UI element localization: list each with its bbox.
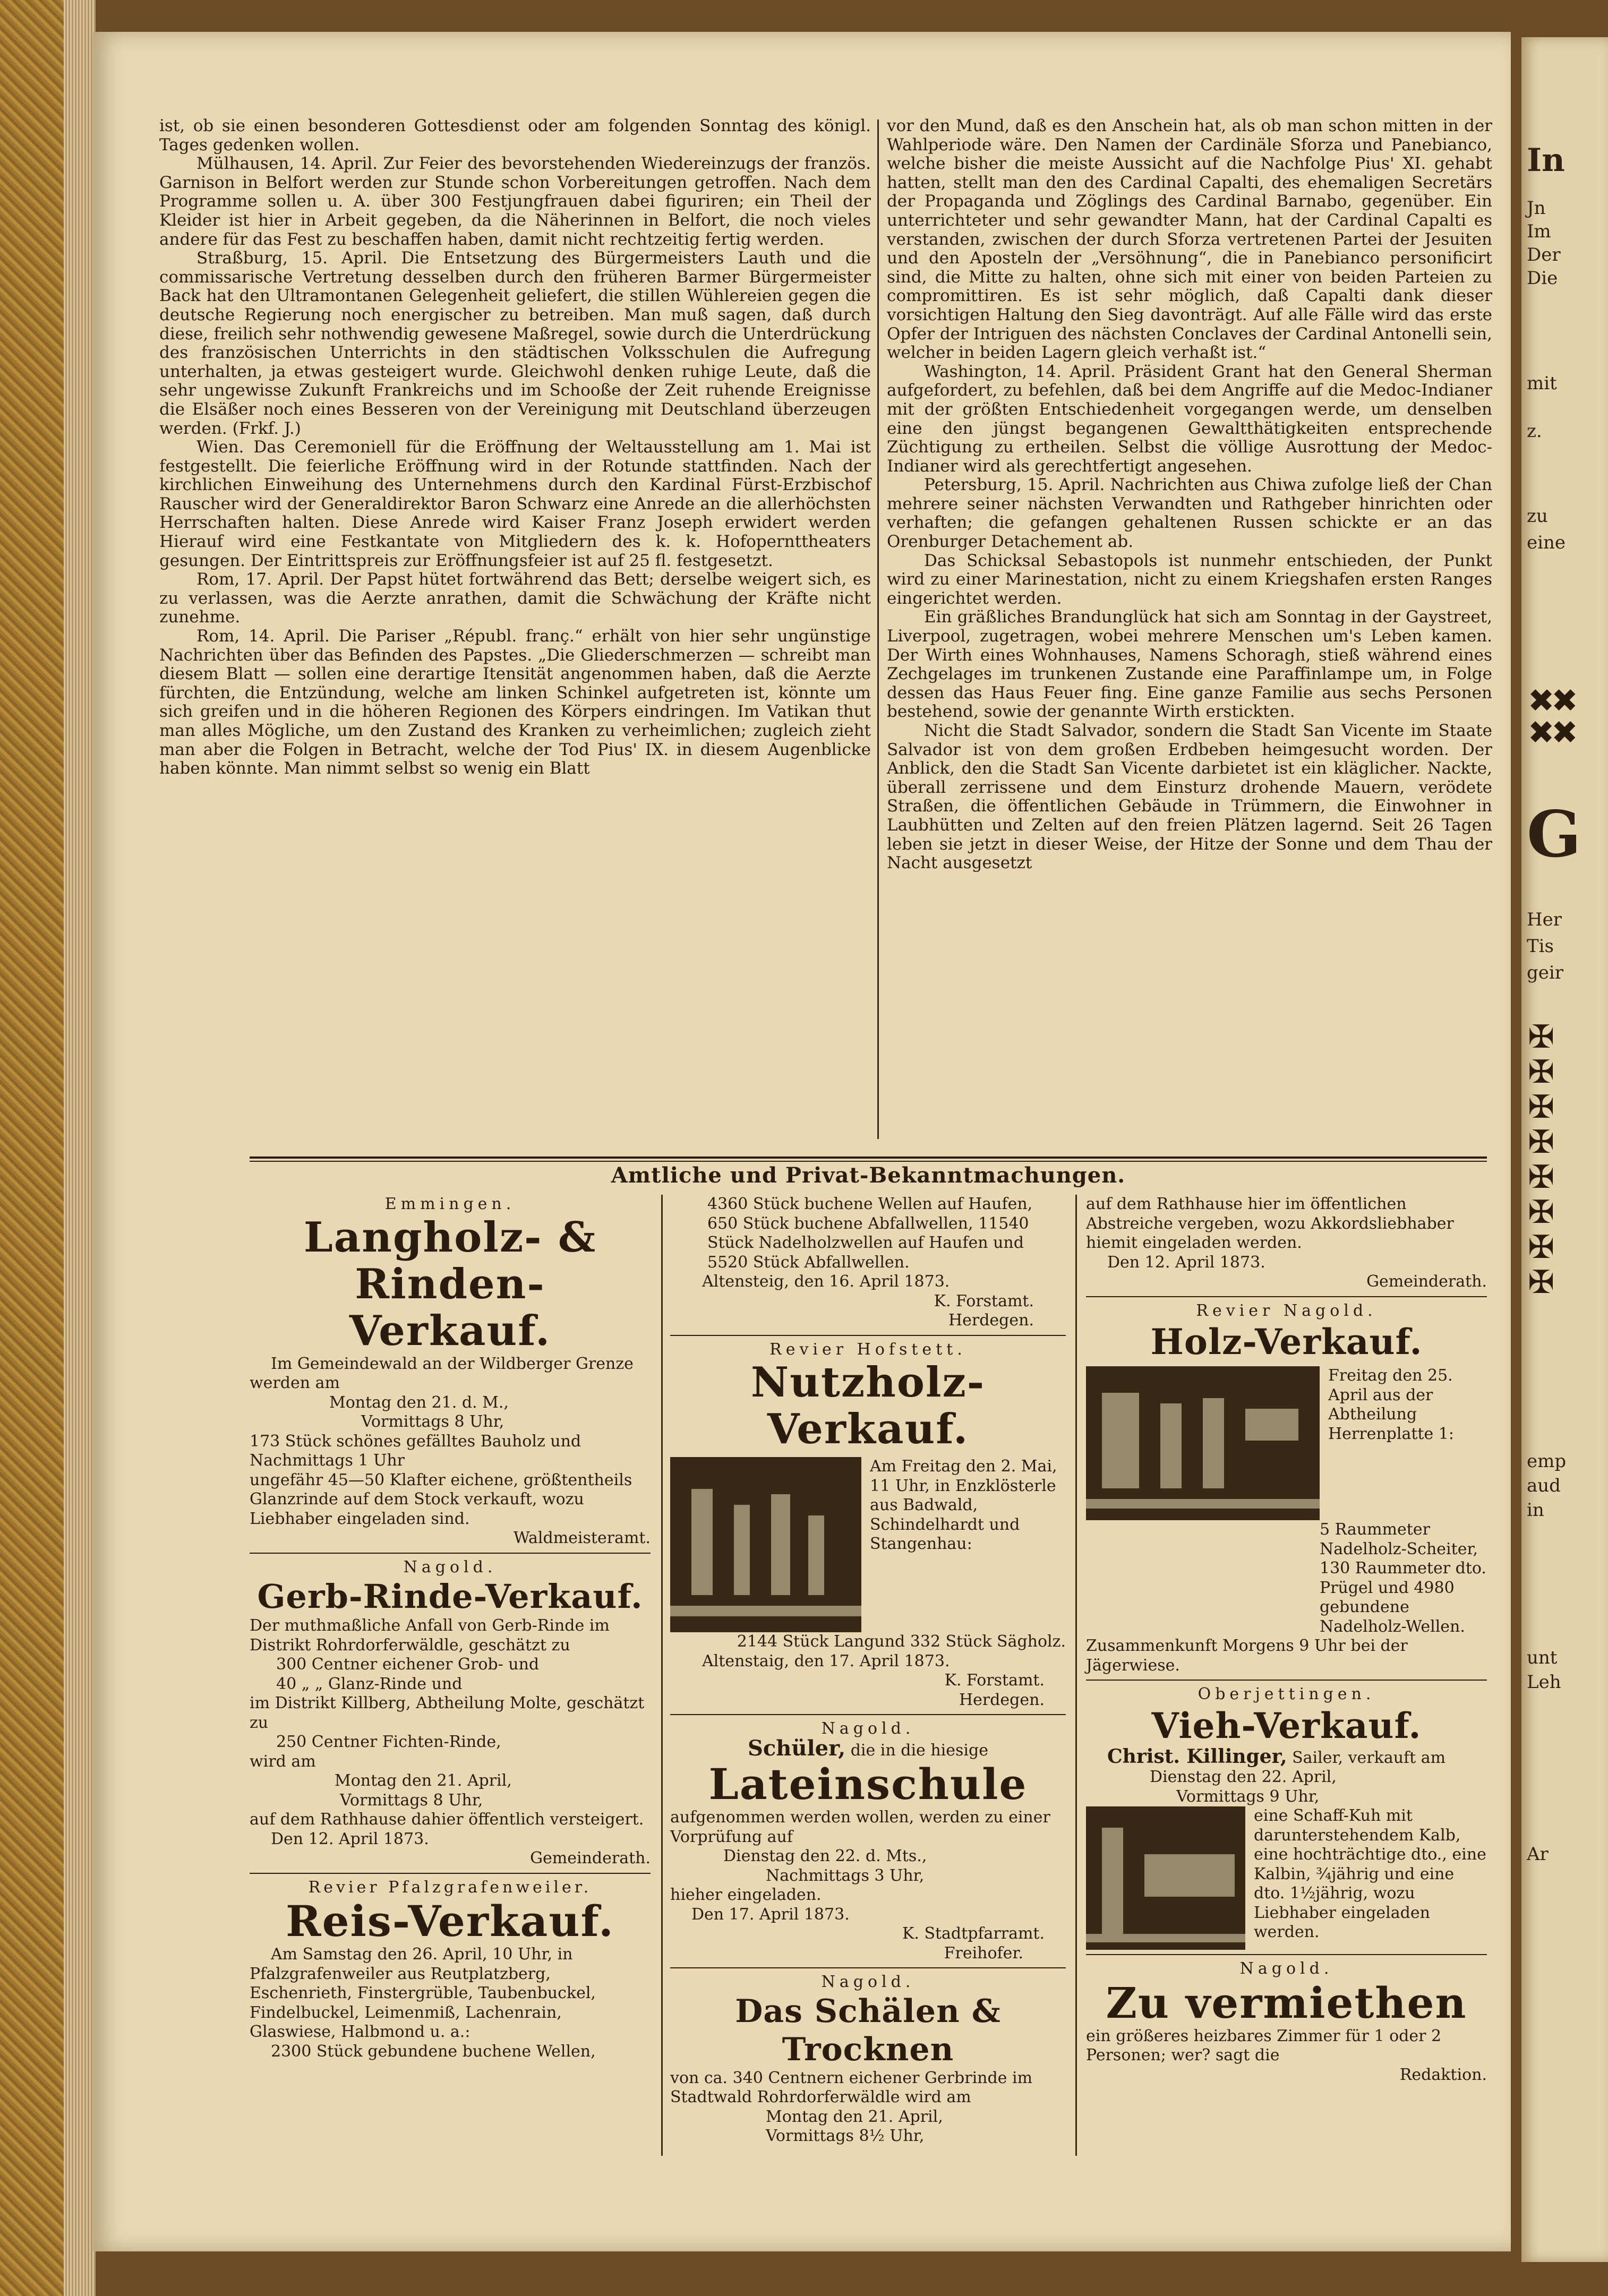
ad-text: ein größeres heizbares Zimmer für 1 oder 2 Personen; wer? sagt die bbox=[1086, 2026, 1442, 2064]
ad-vieh-verkauf bbox=[1086, 1685, 1487, 1950]
ad-separator bbox=[1086, 1296, 1487, 1297]
ad-place: Revier Hofstett. bbox=[769, 1340, 966, 1359]
next-page-initial: G bbox=[1527, 797, 1581, 872]
woodcut-illustration bbox=[1086, 1366, 1320, 1520]
ad-place: Oberjettingen. bbox=[1198, 1685, 1375, 1703]
ad-signature: Redaktion. bbox=[1399, 2065, 1487, 2084]
ad-text: 300 Centner eichener Grob- und bbox=[276, 1655, 540, 1674]
ad-text: Der muthmaßliche Anfall von Gerb-Rinde im Distrikt Rohrdorferwäldle, geschätzt zu bbox=[250, 1616, 610, 1655]
ad-text: Am Samstag den 26. April, 10 Uhr, in Pfalzgrafenweiler aus Reutplatzberg, Eschenrieth, Finstergrüble, Taubenbuckel, Findelbuckel, Leimenmiß, Lachenrain, Glaswiese, Halbmond u. a.: bbox=[250, 1945, 596, 2041]
ad-nutzholz bbox=[670, 1340, 1066, 1710]
ad-text: Vormittags 8 Uhr, bbox=[340, 1790, 483, 1810]
ad-text: Im Gemeindewald an der Wildberger Grenze werden am bbox=[250, 1354, 634, 1392]
ad-title: Langholz- & Rinden- bbox=[303, 1213, 597, 1308]
ad-text: hieher eingeladen. bbox=[670, 1886, 822, 1904]
news-paragraph: Washington, 14. April. Präsident Grant hat den General Sherman aufgefordert, zu befehlen, daß bei dem Angriffe auf die Medoc-Indianer mit der größten Entschiedenheit vorgegangen werde, um denselben eine den jüngst begangenen Gewaltthätigkeiten entsprechende Züchtigung zu ertheilen. Selbst die völlige Ausrottung der Medoc-Indianer wird als gerechtfertigt angesehen. bbox=[887, 362, 1492, 476]
ad-place: Nagold. bbox=[821, 1719, 915, 1738]
news-paragraph: Straßburg, 15. April. Die Entsetzung des Bürgermeisters Lauth und die commissarische Vertretung desselben durch den früheren Barmer Bürgermeister Back hat den Ultramontanen Gelegenheit geliefert, die stillen Wühlereien gegen die deutsche Regierung noch energischer zu betreiben. Man muß sagen, daß durch diese, freilich sehr nothwendig gewesene Maßregel, sowie durch die Unterdrückung des französischen Unterrichts in den städtischen Volksschulen die Aufregung unterhalten, ja etwas gesteigert wurde. Gleichwohl denken ruhige Leute, daß die sehr ungewisse Zukunft Frankreichs und im Schooße der Zeit ruhende Ereignisse die Elsäßer noch eines Besseren von der Vereinigung mit Deutschland überzeugen werden. (Frkf. J.) bbox=[159, 249, 871, 438]
ad-title: Reis-Verkauf. bbox=[286, 1896, 614, 1946]
ad-signature: Herdegen. bbox=[959, 1690, 1045, 1709]
ad-separator bbox=[1086, 1954, 1487, 1955]
ad-text: 4360 Stück buchene Wellen auf Haufen, 650 Stück buchene Abfallwellen, 11540 Stück Nadelholzwellen auf Haufen und 5520 Stück Abfallwellen. bbox=[707, 1195, 1033, 1272]
ad-signature: Waldmeisteramt. bbox=[513, 1529, 651, 1547]
ad-text: 5 Raummeter Nadelholz-Scheiter, 130 Raummeter dto. Prügel und 4980 gebundene Nadelholz-Wellen. bbox=[1320, 1520, 1486, 1636]
next-page-fragment: aud bbox=[1527, 1475, 1561, 1496]
ad-title: Gerb-Rinde-Verkauf. bbox=[257, 1577, 643, 1616]
ad-title: Holz-Verkauf. bbox=[1150, 1321, 1423, 1363]
next-page-fragment: emp bbox=[1527, 1451, 1567, 1472]
next-page-fragment: mit bbox=[1527, 373, 1557, 394]
next-page-fragment: z. bbox=[1527, 421, 1542, 442]
ad-text: Vormittags 8½ Uhr, bbox=[766, 2127, 925, 2145]
ad-title: Vieh-Verkauf. bbox=[1151, 1704, 1422, 1746]
ad-separator bbox=[250, 1873, 651, 1874]
ad-separator bbox=[1086, 1680, 1487, 1681]
ad-signature: Freihofer. bbox=[944, 1943, 1023, 1963]
next-page-fragment: Ar bbox=[1527, 1844, 1549, 1865]
ad-title: Zu vermiethen bbox=[1106, 1977, 1467, 2028]
ad-text: Vormittags 8 Uhr, bbox=[361, 1412, 504, 1431]
ad-gerb-rinde bbox=[250, 1558, 651, 1869]
ad-text: aufgenommen werden wollen, werden zu einer Vorprüfung auf bbox=[670, 1808, 1050, 1846]
news-paragraph: vor den Mund, daß es den Anschein hat, als ob man schon mitten in der Wahlperiode wäre. Den Namen der Cardinäle Sforza und Panebianco, welche bisher die meiste Aussicht auf die Nachfolge Pius' XI. gehabt hatten, stellt man den des Cardinal Capalti, des ehemaligen Secretärs der Propaganda und Zöglings des Cardinal Barnabo, gegenüber. Ein unterrichteter und sehr gewandter Mann, hat der Cardinal Capalti es verstanden, zwischen der durch Sforza vertretenen Partei der Jesuiten und den Aposteln der „Versöhnung“, die in Panebianco personificirt sind, die Mitte zu halten, ohne sich mit einer von beiden Parteien zu compromittiren. Es ist sehr möglich, daß Capalti dank dieser vorsichtigen Haltung den Sieg davonträgt. Auf alle Fälle wird das erste Opfer der Intriguen des nächsten Conclaves der Cardinal Antonelli sein, welcher in beiden Lagern gleich verhaßt ist.“ bbox=[887, 116, 1492, 363]
ad-text: Sailer, verkauft am bbox=[1292, 1748, 1446, 1767]
ad-text: die in die hiesige bbox=[850, 1741, 988, 1760]
ad-text: von ca. 340 Centnern eichener Gerbrinde im Stadtwald Rohrdorferwäldle wird am bbox=[670, 2068, 1033, 2106]
woodcut-illustration bbox=[1086, 1806, 1245, 1950]
news-paragraph: Das Schicksal Sebastopols ist nunmehr entschieden, der Punkt wird zu einer Marinestation, nicht zu einem Kriegshafen ersten Ranges eingerichtet werden. bbox=[887, 551, 1492, 608]
ad-signature: K. Forstamt. bbox=[934, 1291, 1034, 1310]
news-paragraph: ist, ob sie einen besonderen Gottesdienst oder am folgenden Sonntag des königl. Tages gedenken wollen. bbox=[159, 116, 871, 155]
ad-text: Montag den 21. d. M., bbox=[329, 1393, 509, 1412]
ad-text: wird am bbox=[250, 1752, 316, 1771]
ads-column-1 bbox=[250, 1195, 651, 2061]
news-column-left bbox=[159, 117, 871, 778]
ad-schaelen bbox=[670, 1973, 1066, 2146]
ad-title: Lateinschule bbox=[708, 1759, 1028, 1809]
next-page-fragment: In bbox=[1527, 142, 1565, 179]
ad-separator bbox=[670, 1335, 1066, 1336]
ad-text: Freitag den 25. April aus der Abtheilung Herrenplatte 1: bbox=[1328, 1366, 1454, 1443]
ad-text: 250 Centner Fichten-Rinde, bbox=[276, 1733, 501, 1751]
ad-abstreich-continued bbox=[1086, 1195, 1487, 1292]
ornament-border: ✠ ✠ ✠ ✠ ✠ ✠ ✠ ✠ bbox=[1528, 1018, 1552, 1301]
ad-signature: Gemeinderath. bbox=[1366, 1272, 1487, 1291]
ad-signature: K. Stadtpfarramt. bbox=[902, 1924, 1045, 1943]
ad-text: 40 „ „ Glanz-Rinde und bbox=[276, 1674, 463, 1693]
next-page-fragment: zu bbox=[1527, 506, 1548, 527]
next-page-fragment: Im bbox=[1527, 221, 1551, 242]
column-divider bbox=[1075, 1195, 1077, 2156]
section-rule bbox=[250, 1156, 1487, 1159]
column-divider bbox=[661, 1195, 663, 2156]
ad-separator bbox=[250, 1553, 651, 1554]
announcements-heading: Amtliche und Privat-Bekanntmachungen. bbox=[611, 1163, 1126, 1188]
ad-text: Montag den 21. April, bbox=[766, 2107, 943, 2126]
next-page-fragment: unt bbox=[1527, 1647, 1558, 1668]
next-page-fragment: eine bbox=[1527, 532, 1566, 553]
ad-place: Revier Pfalzgrafenweiler. bbox=[308, 1878, 592, 1897]
next-page-fragment: Her bbox=[1527, 909, 1562, 930]
next-page-fragment: Jn bbox=[1527, 198, 1546, 219]
ad-signature: Herdegen. bbox=[948, 1311, 1034, 1330]
ad-place: Nagold. bbox=[821, 1973, 915, 1991]
ad-text: Vormittags 9 Uhr, bbox=[1176, 1787, 1320, 1806]
next-page-fragment: Leh bbox=[1527, 1672, 1561, 1693]
ad-separator bbox=[670, 1967, 1066, 1968]
adjacent-page bbox=[1521, 37, 1608, 2262]
ad-text: Zusammenkunft Morgens 9 Uhr bei der Jägerwiese. bbox=[1086, 1637, 1408, 1675]
next-page-fragment: Die bbox=[1527, 268, 1558, 289]
news-paragraph: Petersburg, 15. April. Nachrichten aus Chiwa zufolge ließ der Chan mehrere seiner nächsten Verwandten und Rathgeber hinrichten oder verhaften; die gefangen gehaltenen Russen schickte er an das Orenburger Detachement ab. bbox=[887, 475, 1492, 552]
news-paragraph: Rom, 14. April. Die Pariser „Républ. franç.“ erhält von hier sehr ungünstige Nachrichten über das Befinden des Papstes. „Die Gliederschmerzen — schreibt man diesem Blatt — sollen eine derartige Itensität angenommen haben, daß die Aerzte fürchten, die Entzündung, welche am linken Schinkel aufgetreten ist, könnte um sich greifen und in die höheren Regionen des Körpers eindringen. Im Vatikan thut man alles Mögliche, um den Zustand des Kranken zu verheimlichen; zugleich zieht man aber die Folgen in Betracht, welche der Tod Pius' IX. in diesem Augenblicke haben könnte. Man nimmt selbst so wenig ein Blatt bbox=[159, 627, 871, 778]
ad-text: auf dem Rathhause dahier öffentlich versteigert. bbox=[250, 1810, 644, 1829]
ad-title: Nutzholz-Verkauf. bbox=[750, 1358, 986, 1453]
ad-text: eine Schaff-Kuh mit darunterstehendem Kalb, eine hochträchtige dto., eine Kalbin, ¾jährig und eine dto. 1½jährig, wozu Liebhaber eingeladen werden. bbox=[1254, 1806, 1486, 1941]
ad-vermiethen bbox=[1086, 1959, 1487, 2085]
ornament-border: ✖✖ ✖✖ bbox=[1528, 682, 1575, 751]
next-page-fragment: Tis bbox=[1527, 936, 1554, 957]
news-paragraph: Nicht die Stadt Salvador, sondern die Stadt San Vicente im Staate Salvador ist von dem großen Erdbeben heimgesucht worden. Der Anblick, den die Stadt San Vicente darbietet ist ein kläglicher. Nackte, überall zerrissene und dem Einsturz drohende Mauern, verödete Straßen, die öffentlichen Gebäude in Trümmern, die Einwohner in Laubhütten und Zelten auf den freien Plätzen lagernd. Seit 26 Tagen leben sie jetzt in dieser Weise, der Hitze der Sonne und dem Thau der Nacht ausgesetzt bbox=[887, 721, 1492, 873]
ad-place: Revier Nagold. bbox=[1196, 1301, 1377, 1320]
ad-title: Verkauf. bbox=[349, 1306, 551, 1355]
ads-column-3 bbox=[1086, 1195, 1487, 2085]
ad-reis bbox=[250, 1878, 651, 2062]
ad-text: ungefähr 45—50 Klafter eichene, größtentheils Glanzrinde auf dem Stock verkauft, wozu Liebhaber eingeladen sind. bbox=[250, 1470, 632, 1528]
ad-place: Nagold. bbox=[1239, 1959, 1333, 1978]
news-paragraph: Rom, 17. April. Der Papst hütet fortwährend das Bett; derselbe weigert sich, es zu verlassen, was die Aerzte anrathen, damit die Schwächung der Kräfte nicht zunehme. bbox=[159, 570, 871, 627]
ad-text: 2144 Stück Langund 332 Stück Sägholz. bbox=[737, 1632, 1066, 1651]
ad-place: Nagold. bbox=[403, 1557, 497, 1577]
ad-date: Altenstaig, den 17. April 1873. bbox=[702, 1651, 950, 1670]
news-paragraph: Mülhausen, 14. April. Zur Feier des bevorstehenden Wiedereinzugs der französ. Garnison in Belfort werden zur Stunde schon Vorbereitungen getroffen. Nach dem Programme sollen u. A. über 300 Festjungfrauen dabei figuriren; ein Theil der Kleider ist hier in Arbeit gegeben, da die Näherinnen in Belfort, die noch vieles andere für das Fest zu beschaffen haben, damit nicht rechtzeitig fertig werden. bbox=[159, 154, 871, 249]
ad-text: im Distrikt Killberg, Abtheilung Molte, geschätzt zu bbox=[250, 1694, 645, 1732]
ad-text: Montag den 21. April, bbox=[335, 1771, 512, 1790]
ad-date: Altensteig, den 16. April 1873. bbox=[702, 1272, 950, 1291]
ad-text: Am Freitag den 2. Mai, 11 Uhr, in Enzklösterle aus Badwald, Schindelhardt und Stangenhau: bbox=[870, 1457, 1057, 1553]
page-edges bbox=[64, 0, 96, 2296]
ad-text: 2300 Stück gebundene buchene Wellen, bbox=[271, 2042, 596, 2061]
ad-seller: Christ. Killinger, bbox=[1107, 1745, 1287, 1768]
ad-signature: K. Forstamt. bbox=[944, 1671, 1045, 1690]
ad-signature: Gemeinderath. bbox=[530, 1849, 651, 1867]
ad-date: Den 12. April 1873. bbox=[1107, 1253, 1265, 1272]
next-page-fragment: geir bbox=[1527, 962, 1564, 983]
woodcut-illustration bbox=[670, 1457, 861, 1632]
book-binding bbox=[0, 0, 64, 2296]
next-page-fragment: Der bbox=[1527, 244, 1561, 265]
ad-text: auf dem Rathhause hier im öffentlichen Abstreiche vergeben, wozu Akkordsliebhaber hiemit eingeladen werden. bbox=[1086, 1195, 1454, 1252]
ad-separator bbox=[670, 1714, 1066, 1715]
news-paragraph: Ein gräßliches Brandunglück hat sich am Sonntag in der Gaystreet, Liverpool, zugetragen, wobei mehrere Menschen um's Leben kamen. Der Wirth eines Wohnhauses, Namens Schoragh, stieß während eines Zechgelages im trunkenen Zustande eine Paraffinlampe um, in Folge dessen das Haus Feuer fing. Eine ganze Familie aus sechs Personen bestehend, sowie der genannte Wirth erstickten. bbox=[887, 607, 1492, 722]
ad-wellen-continued bbox=[670, 1195, 1066, 1331]
ad-place: Emmingen. bbox=[384, 1195, 516, 1213]
ad-langholz bbox=[250, 1195, 651, 1548]
ads-column-2 bbox=[670, 1195, 1066, 2146]
ad-lateinschule bbox=[670, 1719, 1066, 1963]
ad-text: Nachmittags 3 Uhr, bbox=[766, 1866, 925, 1885]
ad-text: Dienstag den 22. d. Mts., bbox=[723, 1847, 927, 1865]
news-column-right bbox=[887, 117, 1492, 873]
ad-subtitle: Schüler, bbox=[748, 1735, 846, 1761]
section-rule bbox=[250, 1161, 1487, 1162]
ad-holz-verkauf bbox=[1086, 1301, 1487, 1676]
ad-date: Den 17. April 1873. bbox=[691, 1905, 850, 1924]
ad-title: Das Schälen & Trocknen bbox=[735, 1992, 1001, 2068]
news-paragraph: Wien. Das Ceremoniell für die Eröffnung der Weltausstellung am 1. Mai ist festgestellt. Die feierliche Eröffnung wird in der Rotunde stattfinden. Nach der kirchlichen Einweihung des Unternehmens durch den Kardinal Fürst-Erzbischof Rauscher wird der Generaldirektor Baron Schwarz eine Anrede an die allerhöchsten Herrschaften halten. Diese Anrede wird Kaiser Franz Joseph erwidert werden Hierauf wird eine Festkantate von Mitgliedern des k. k. Hofopernttheaters gesungen. Der Eintrittspreis zur Eröffnungsfeier ist auf 25 fl. festgesetzt. bbox=[159, 438, 871, 570]
column-divider bbox=[877, 119, 879, 1139]
next-page-fragment: in bbox=[1527, 1500, 1544, 1521]
ad-date: Den 12. April 1873. bbox=[271, 1829, 429, 1848]
ad-text: Dienstag den 22. April, bbox=[1150, 1768, 1337, 1786]
ad-text: 173 Stück schönes gefälltes Bauholz und Nachmittags 1 Uhr bbox=[250, 1432, 581, 1470]
